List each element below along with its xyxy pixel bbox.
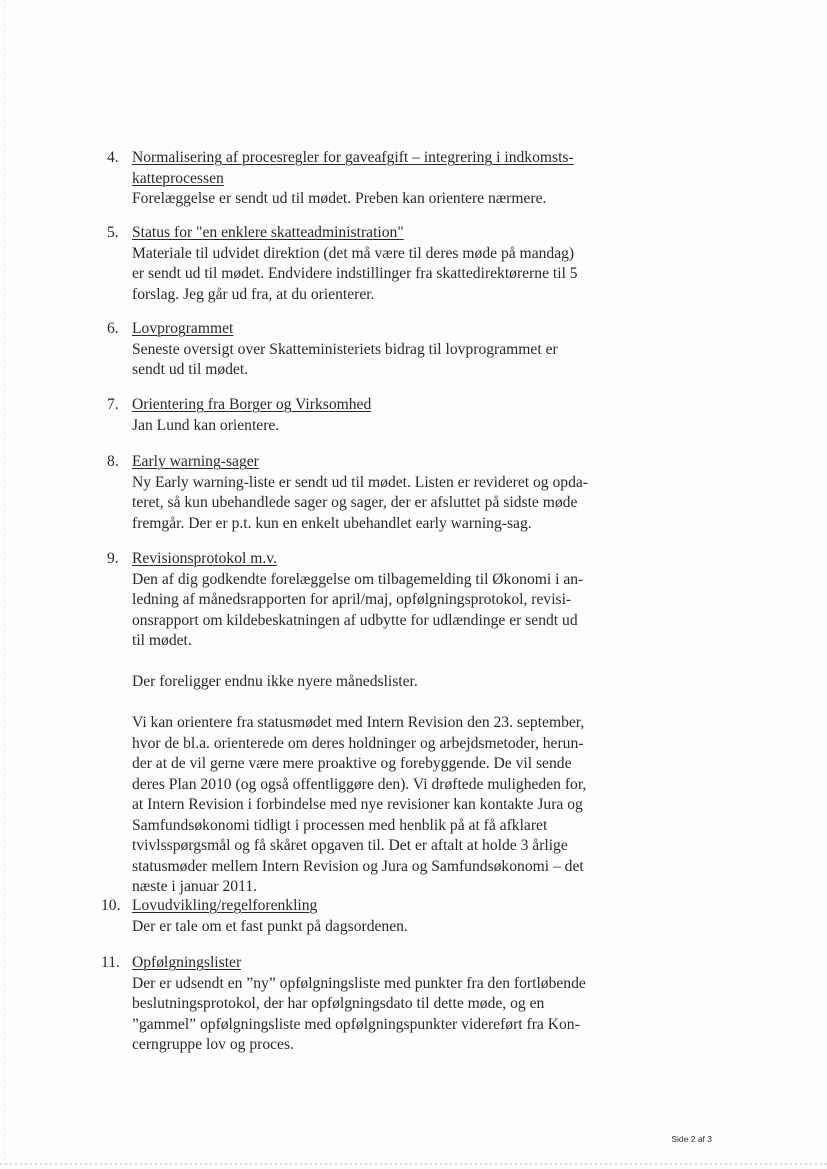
agenda-item-8	[107, 452, 647, 534]
item-number: 11.	[101, 954, 120, 971]
item-number: 4.	[107, 149, 119, 166]
agenda-item-10	[101, 896, 641, 937]
item-title: Status for "en enklere skatteadministration"	[132, 224, 404, 241]
item-text-line: Den af dig godkendte forelæggelse om tilbagemelding til Økonomi i an-	[132, 570, 584, 588]
item-text-line: beslutningsprotokol, der har opfølgningsdato til dette møde, og en	[132, 995, 545, 1012]
item-text-line: til mødet.	[132, 632, 192, 649]
item-text-line: næste i januar 2011.	[132, 878, 258, 895]
item-title: Normalisering af procesregler for gaveafgift – integrering i indkomsts-	[132, 149, 574, 166]
item-text-line: fremgår. Der er p.t. kun en enkelt ubehandlet early warning-sag.	[132, 514, 532, 532]
item-text-line: Jan Lund kan orientere.	[132, 416, 280, 434]
item-title: Opfølgningslister	[132, 954, 242, 971]
item-text-line: tvivlsspørgsmål og få skåret opgaven til. Det er aftalt at holde 3 årlige	[132, 837, 568, 854]
item-text-line: forslag. Jeg går ud fra, at du orienterer.	[132, 285, 375, 303]
agenda-item-11	[101, 953, 641, 1056]
item-text-line: Der foreligger endnu ikke nyere månedslister.	[132, 673, 418, 690]
item-title-cont: katteprocessen	[132, 169, 224, 187]
item-number: 5.	[107, 224, 119, 241]
item-number: 6.	[107, 320, 119, 337]
item-number: 10.	[101, 897, 121, 914]
item-text-line: teret, så kun ubehandlede sager og sager, der er afsluttet på sidste møde	[132, 494, 578, 511]
item-text-line: ”gammel” opfølgningsliste med opfølgningspunkter videreført fra Kon-	[132, 1015, 580, 1033]
item-title: Orientering fra Borger og Virksomhed	[132, 396, 372, 413]
item-text-line: sendt ud til mødet.	[132, 361, 249, 378]
item-text-line: Seneste oversigt over Skatteministeriets bidrag til lovprogrammet er	[132, 340, 558, 358]
item-title: Revisionsprotokol m.v.	[132, 550, 277, 567]
item-text-line: der at de vil gerne være mere proaktive og forebyggende. De vil sende	[132, 755, 572, 772]
item-text-line: Der er tale om et fast punkt på dagsordenen.	[132, 917, 408, 935]
item-text-line: Der er udsendt en ”ny” opfølgningsliste med punkter fra den fortløbende	[132, 974, 586, 992]
agenda-item-7	[107, 395, 647, 436]
agenda-item-9	[107, 549, 647, 898]
scan-edge-left	[4, 0, 5, 1169]
item-title: Early warning-sager	[132, 453, 259, 470]
item-text-line: deres Plan 2010 (og også offentliggøre den). Vi drøftede muligheden for,	[132, 775, 587, 793]
item-title: Lovudvikling/regelforenkling	[132, 897, 318, 914]
item-text-line: at Intern Revision i forbindelse med nye revisioner kan kontakte Jura og	[132, 796, 583, 813]
item-text-line: statusmøder mellem Intern Revision og Jura og Samfundsøkonomi – det	[132, 857, 584, 875]
item-text-line: er sendt ud til mødet. Endvidere indstillinger fra skattedirektørerne til 5	[132, 265, 578, 282]
item-number: 8.	[107, 453, 119, 470]
item-text-line: onsrapport om kildebeskatningen af udbytte for udlændinge er sendt ud	[132, 611, 578, 629]
item-text-line: Vi kan orientere fra statusmødet med Intern Revision den 23. september,	[132, 714, 585, 731]
item-text-line: Ny Early warning-liste er sendt ud til mødet. Listen er revideret og opda-	[132, 473, 588, 491]
agenda-item-4	[107, 148, 647, 210]
agenda-item-5	[107, 223, 647, 305]
item-title: Lovprogrammet	[132, 320, 234, 337]
item-text-line: ledning af månedsrapporten for april/maj, opfølgningsprotokol, revisi-	[132, 591, 572, 608]
item-text-line: cerngruppe lov og proces.	[132, 1036, 294, 1053]
item-number: 7.	[107, 396, 119, 413]
scan-edge-bottom	[0, 1163, 827, 1165]
item-number: 9.	[107, 550, 119, 567]
item-text-line: Samfundsøkonomi tidligt i processen med henblik på at få afklaret	[132, 816, 548, 834]
item-text-line: Forelæggelse er sendt ud til mødet. Preben kan orientere nærmere.	[132, 190, 547, 207]
item-text-line: hvor de bl.a. orienterede om deres holdninger og arbejdsmetoder, herun-	[132, 734, 584, 752]
agenda-item-6	[107, 319, 647, 381]
item-text-line: Materiale til udvidet direktion (det må være til deres møde på mandag)	[132, 244, 575, 262]
page-number-footer: Side 2 af 3	[671, 1134, 712, 1144]
